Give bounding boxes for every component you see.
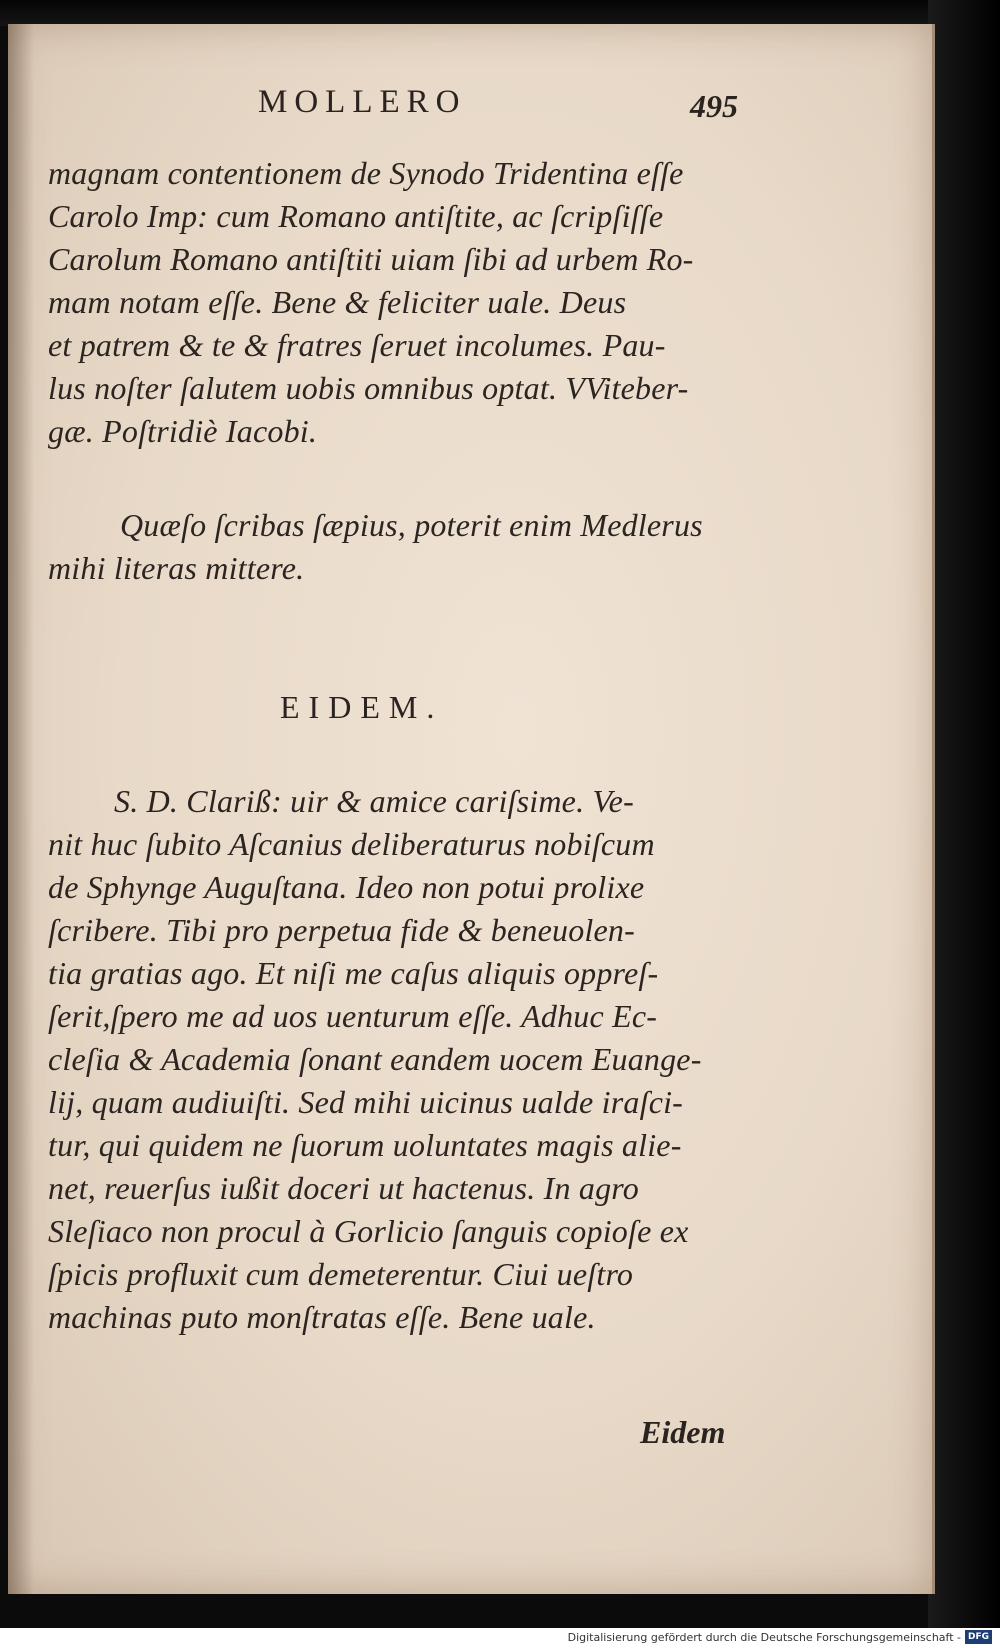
text-line: S. D. Clariß: uir & amice cariſsime. Ve- (114, 783, 634, 819)
text-line: mihi literas mittere. (48, 550, 305, 586)
text-line: tur, qui quidem ne ſuorum uoluntates magis alie- (48, 1127, 682, 1163)
dfg-logo-icon: DFG (965, 1630, 992, 1644)
text-line: nit huc ſubito Aſcanius deliberaturus nobiſcum (48, 826, 655, 862)
text-line: ſcribere. Tibi pro perpetua fide & beneuolen- (48, 912, 635, 948)
letter-1-text (48, 152, 748, 453)
text-line: Carolum Romano antiſtiti uiam ſibi ad urbem Ro- (48, 241, 694, 277)
running-head: MOLLERO (258, 84, 467, 120)
text-line: Quæſo ſcribas ſæpius, poterit enim Medlerus (120, 507, 703, 543)
text-line: net, reuerſus iußit doceri ut hactenus. In agro (48, 1170, 639, 1206)
text-line: ſerit,ſpero me ad uos uenturum eſſe. Adhuc Ec- (48, 998, 658, 1034)
section-heading: EIDEM. (280, 689, 444, 725)
book-page (8, 24, 935, 1594)
letter-2-text (48, 780, 748, 1339)
text-line: Carolo Imp: cum Romano antiſtite, ac ſcripſiſſe (48, 198, 664, 234)
page-number: 495 (690, 88, 738, 124)
text-line: lij, quam audiuiſti. Sed mihi uicinus ualde iraſci- (48, 1084, 684, 1120)
text-line: magnam contentionem de Synodo Tridentina eſſe (48, 155, 684, 191)
footer-credit-text: Digitalisierung gefördert durch die Deutsche Forschungsgemeinschaft - (567, 1630, 961, 1644)
text-line: gæ. Poſtridiè Iacobi. (48, 413, 318, 449)
catchword: Eidem (640, 1414, 726, 1450)
text-line: mam notam eſſe. Bene & feliciter uale. Deus (48, 284, 627, 320)
text-line: cleſia & Academia ſonant eandem uocem Euange- (48, 1041, 702, 1077)
text-line: tia gratias ago. Et niſi me caſus aliquis oppreſ- (48, 955, 659, 991)
text-line: ſpicis profluxit cum demeterentur. Ciui ueſtro (48, 1256, 634, 1292)
text-line: lus noſter ſalutem uobis omnibus optat. VViteber- (48, 370, 689, 406)
text-line: Sleſiaco non procul à Gorlicio ſanguis copioſe ex (48, 1213, 689, 1249)
text-line: machinas puto monſtratas eſſe. Bene uale. (48, 1299, 596, 1335)
text-line: et patrem & te & fratres ſeruet incolumes. Pau- (48, 327, 666, 363)
text-line: de Sphynge Auguſtana. Ideo non potui prolixe (48, 869, 645, 905)
footer-credit (568, 1630, 992, 1644)
scan-border-right (928, 0, 1000, 1648)
scan-border-top (0, 0, 1000, 26)
gutter-shadow (8, 24, 34, 1594)
postscript-text (48, 504, 748, 590)
